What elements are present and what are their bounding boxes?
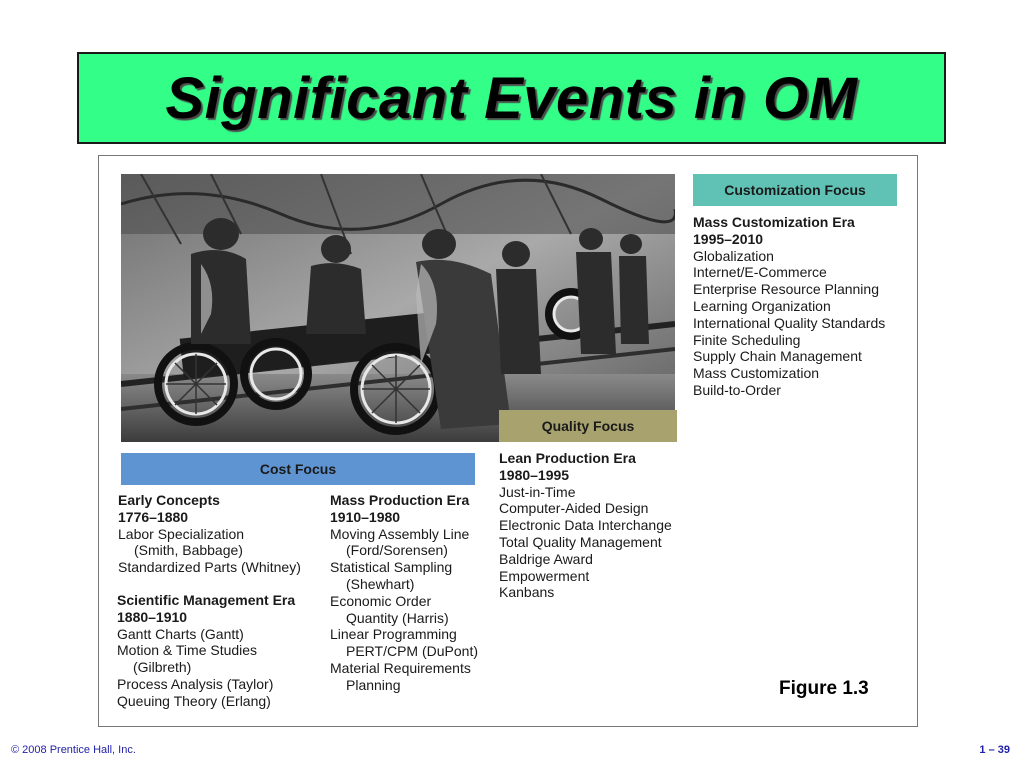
footer-page-number: 1 – 39 — [979, 744, 1010, 756]
era-item: Build-to-Order — [693, 381, 781, 398]
era-item: Material Requirements — [330, 659, 471, 676]
era-item: Quantity (Harris) — [346, 609, 449, 626]
early-concepts-era — [118, 492, 301, 576]
figure-label: Figure 1.3 — [779, 678, 869, 699]
mass-production-era — [330, 492, 478, 694]
era-item: Linear Programming — [330, 626, 457, 643]
era-years: 1910–1980 — [330, 508, 401, 525]
era-item: Queuing Theory (Erlang) — [117, 692, 271, 709]
era-item: International Quality Standards — [693, 314, 886, 331]
era-item: (Gilbreth) — [133, 659, 192, 676]
era-item: Finite Scheduling — [693, 331, 801, 348]
footer-copyright: © 2008 Prentice Hall, Inc. — [11, 744, 136, 756]
era-item: Baldrige Award — [499, 550, 593, 567]
era-name: Mass Production Era — [330, 492, 470, 508]
era-name: Early Concepts — [118, 492, 220, 508]
era-item: Internet/E-Commerce — [693, 264, 827, 281]
era-item: (Ford/Sorensen) — [346, 542, 448, 559]
era-name: Scientific Management Era — [117, 592, 296, 608]
era-item: PERT/CPM (DuPont) — [346, 643, 478, 660]
era-name: Lean Production Era — [499, 450, 636, 466]
era-item: Computer-Aided Design — [499, 500, 649, 517]
era-years: 1995–2010 — [693, 230, 764, 247]
era-item: Total Quality Management — [499, 533, 662, 550]
era-item: Enterprise Resource Planning — [693, 281, 879, 298]
era-item: Learning Organization — [693, 297, 831, 314]
assembly-line-photo-art — [121, 174, 675, 442]
era-years: 1880–1910 — [117, 608, 188, 625]
quality-focus-label: Quality Focus — [499, 410, 677, 442]
era-item: Motion & Time Studies — [117, 642, 258, 659]
era-item: Just-in-Time — [499, 483, 576, 500]
era-item: Labor Specialization — [118, 525, 245, 542]
era-years: 1776–1880 — [118, 508, 189, 525]
assembly-line-photo — [121, 174, 675, 442]
era-item: Kanbans — [499, 584, 555, 601]
era-item: (Smith, Babbage) — [134, 542, 243, 559]
era-item: Planning — [346, 676, 401, 693]
era-item: Globalization — [693, 247, 774, 264]
era-item: Gantt Charts (Gantt) — [117, 625, 244, 642]
era-item: Economic Order — [330, 592, 432, 609]
era-item: Electronic Data Interchange — [499, 517, 672, 534]
era-item: Empowerment — [499, 567, 590, 584]
figure-panel — [98, 155, 918, 727]
era-years: 1980–1995 — [499, 466, 570, 483]
era-item: Supply Chain Management — [693, 348, 862, 365]
cost-focus-label: Cost Focus — [121, 453, 475, 485]
era-item: Mass Customization — [693, 365, 820, 382]
lean-production-era — [499, 450, 672, 601]
era-item: Process Analysis (Taylor) — [117, 675, 274, 692]
era-name: Mass Customization Era — [693, 214, 855, 230]
era-item: Statistical Sampling — [330, 559, 453, 576]
era-item: Moving Assembly Line — [330, 525, 470, 542]
slide-title: Significant Events in OM — [165, 65, 858, 131]
era-item: Standardized Parts (Whitney) — [118, 559, 301, 576]
customization-focus-label: Customization Focus — [693, 174, 897, 206]
era-item: (Shewhart) — [346, 575, 415, 592]
mass-customization-era — [693, 214, 885, 399]
title-banner — [77, 52, 946, 144]
scientific-management-era — [117, 592, 295, 710]
